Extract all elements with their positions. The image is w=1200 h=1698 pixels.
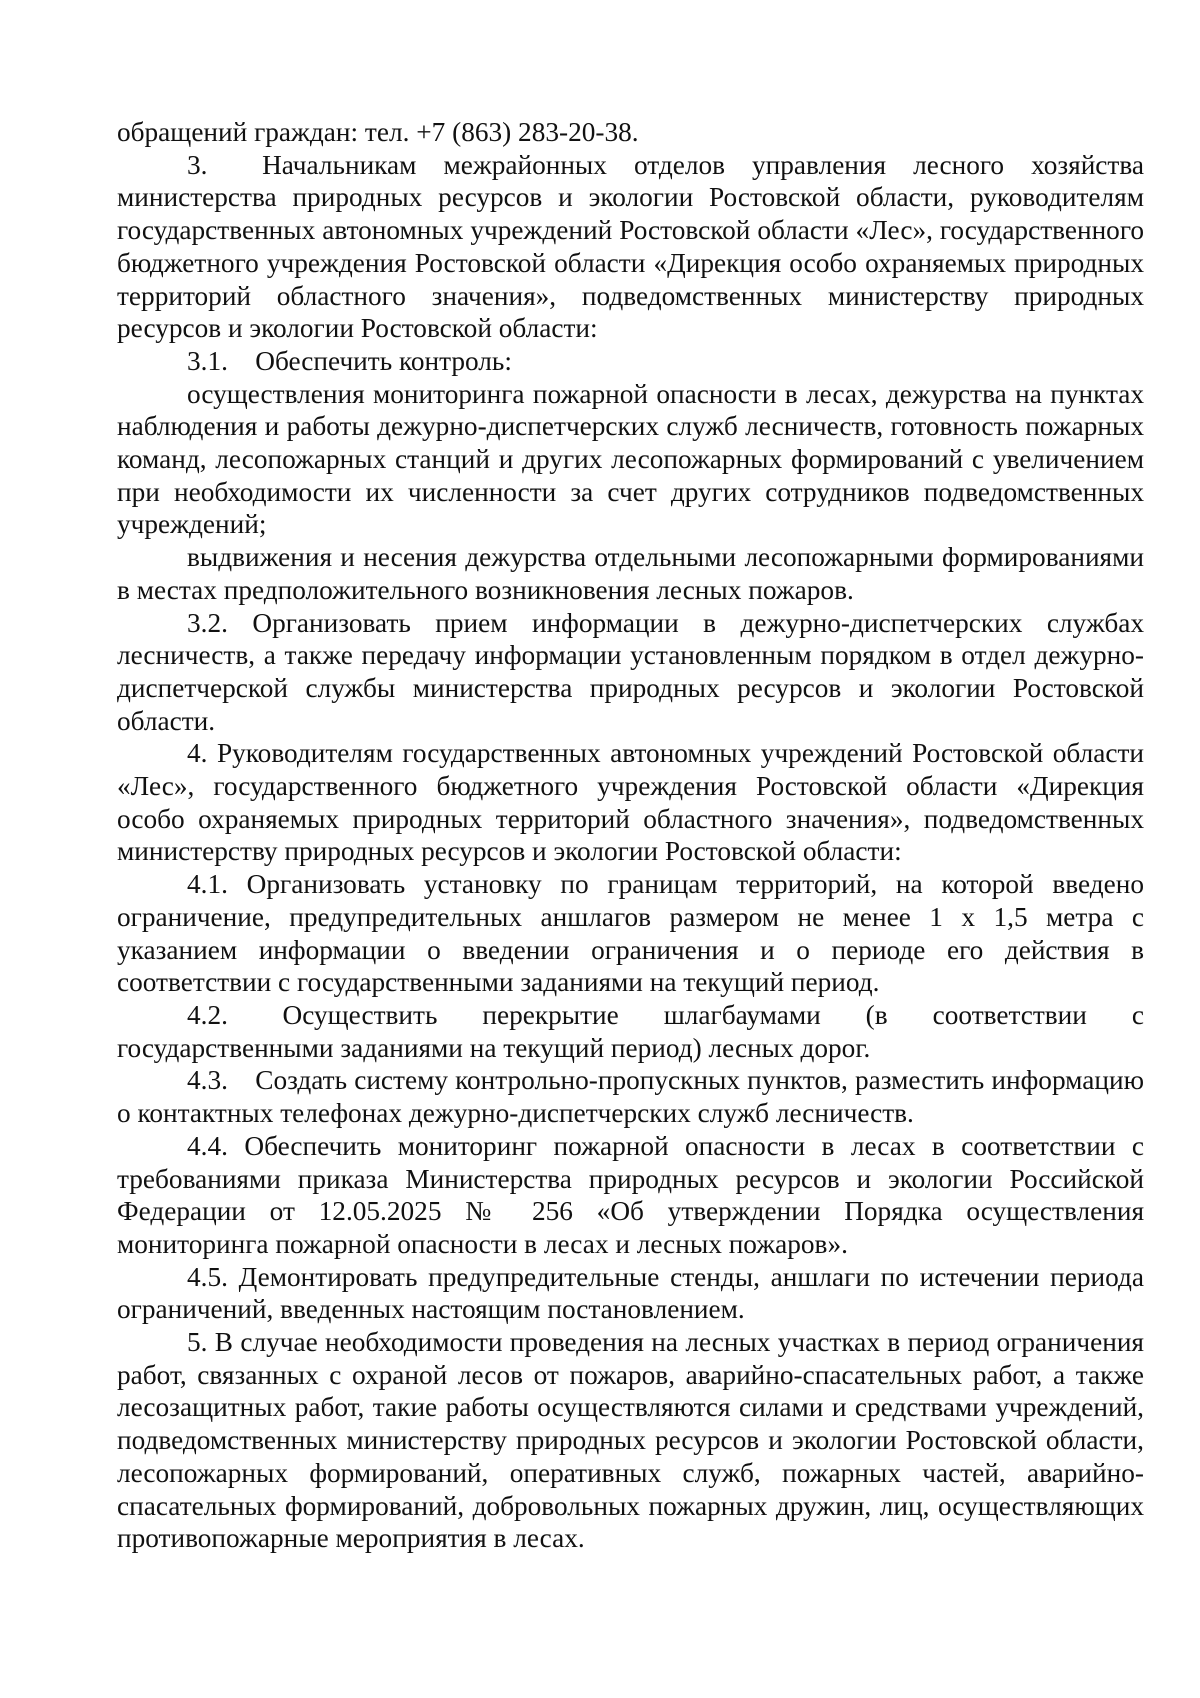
paragraph-3-1-duty: выдвижения и несения дежурства отдельными лесопожарными формированиями в местах предположительного возникновения лесных пожаров. — [117, 542, 1144, 605]
paragraph-3-1-monitoring: осуществления мониторинга пожарной опасности в лесах, дежурства на пунктах наблюдения и работы дежурно-диспетчерских служб лесничеств, готовность пожарных команд, лесопожарных станций и других лесопожарных формирований с увеличением при необходимости их численности за счет других сотрудников подведомственных учреждений; — [117, 378, 1144, 540]
paragraph-4-4: 4.4. Обеспечить мониторинг пожарной опасности в лесах в соответствии с требованиями приказа Министерства природных ресурсов и экологии Российской Федерации от 12.05.2025 № 256 «Об утверждении Порядка осуществления мониторинга пожарной опасности в лесах и лесных пожаров». — [117, 1130, 1144, 1259]
paragraph-4: 4. Руководителям государственных автономных учреждений Ростовской области «Лес», государственного бюджетного учреждения Ростовской области «Дирекция особо охраняемых природных территорий областного значения», подведомственных министерству природных ресурсов и экологии Ростовской области: — [117, 738, 1144, 867]
paragraph-3-1: 3.1. Обеспечить контроль: — [187, 345, 512, 376]
paragraph-4-1: 4.1. Организовать установку по границам территорий, на которой введено ограничение, предупредительных аншлагов размером не менее 1 х 1,5 метра с указанием информации о введении ограничения и о периоде его действия в соответствии с государственными заданиями на текущий период. — [117, 869, 1144, 998]
paragraph-4-3: 4.3. Создать систему контрольно-пропускных пунктов, разместить информацию о контактных телефонах дежурно-диспетчерских служб лесничеств. — [117, 1065, 1144, 1129]
paragraph-4-5: 4.5. Демонтировать предупредительные стенды, аншлаги по истечении периода ограничений, введенных настоящим постановлением. — [117, 1261, 1144, 1325]
paragraph-4-2: 4.2. Осуществить перекрытие шлагбаумами (в соответствии с государственными заданиями на текущий период) лесных дорог. — [117, 999, 1144, 1063]
paragraph-5: 5. В случае необходимости проведения на лесных участках в период ограничения работ, связанных с охраной лесов от пожаров, аварийно-спасательных работ, а также лесозащитных работ, такие работы осуществляются силами и средствами учреждений, подведомственных министерству природных ресурсов и экологии Ростовской области, лесопожарных формирований, оперативных служб, пожарных частей, аварийно-спасательных формирований, добровольных пожарных дружин, лиц, осуществляющих противопожарные мероприятия в лесах. — [117, 1327, 1144, 1554]
paragraph-3-2: 3.2. Организовать прием информации в дежурно-диспетчерских службах лесничеств, а также передачу информации установленным порядком в отдел дежурно-диспетчерской службы министерства природных ресурсов и экологии Ростовской области. — [117, 607, 1144, 736]
document-body — [117, 116, 1144, 1555]
paragraph-contact-phone: обращений граждан: тел. +7 (863) 283-20-38. — [117, 117, 639, 147]
paragraph-3: 3. Начальникам межрайонных отделов управления лесного хозяйства министерства природных ресурсов и экологии Ростовской области, руководителям государственных автономных учреждений Ростовской области «Лес», государственного бюджетного учреждения Ростовской области «Дирекция особо охраняемых природных территорий областного значения», подведомственных министерству природных ресурсов и экологии Ростовской области: — [117, 149, 1144, 344]
